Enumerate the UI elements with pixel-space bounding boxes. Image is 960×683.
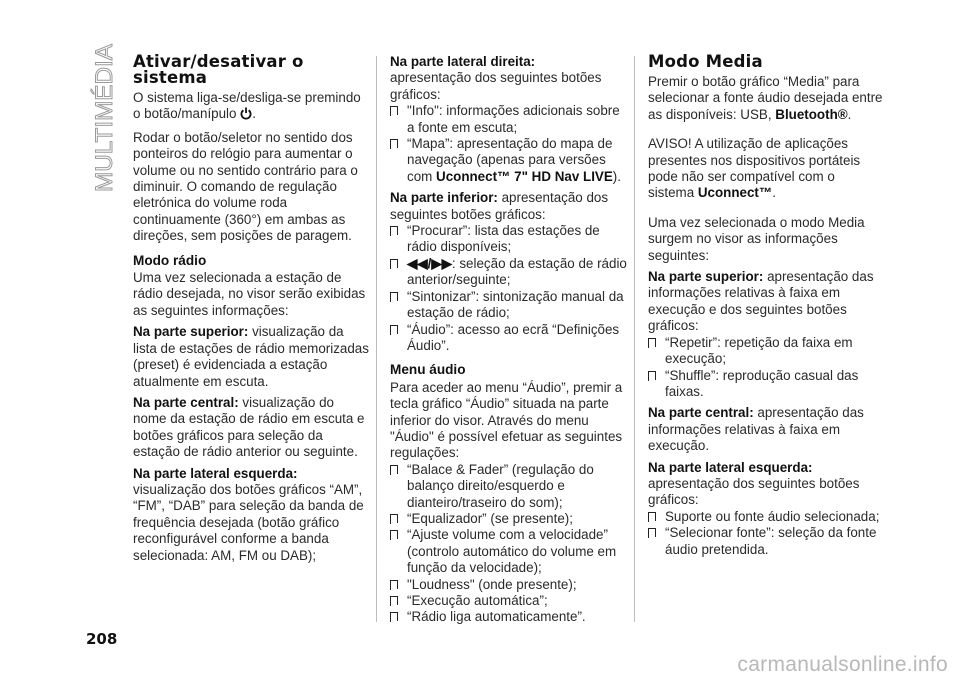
- inline-heading: Na parte lateral direita:: [390, 54, 536, 69]
- paragraph: [648, 405, 884, 454]
- bullet-icon: [390, 139, 401, 149]
- text: “Repetir”: repetição da faixa em execução;: [665, 334, 853, 367]
- bullet-icon: [648, 371, 659, 381]
- list-item: [648, 368, 884, 401]
- text: “Equalizador” (se presente);: [407, 510, 573, 526]
- bullet-icon: [390, 325, 401, 335]
- list-item: [390, 103, 628, 136]
- inline-heading: Na parte inferior:: [390, 190, 498, 206]
- bullet-icon: [648, 512, 659, 522]
- inline-heading: Na parte central:: [133, 394, 239, 410]
- text: “Execução automática”;: [407, 593, 548, 608]
- heading-modo-radio: Modo rádio: [133, 252, 207, 268]
- bullet-list: [648, 335, 884, 401]
- column-2: [390, 54, 628, 631]
- bullet-icon: [648, 338, 659, 348]
- bullet-list: [390, 103, 628, 185]
- text: “Mapa”: apresentação do mapa de navegação (apenas para versões com: [407, 136, 613, 184]
- section-label-text: MULTIMÉDIA: [91, 45, 118, 192]
- list-item: [390, 256, 628, 289]
- list-item: [648, 525, 884, 558]
- text: apresentação dos seguintes botões gráficos:: [390, 190, 609, 222]
- text: “Rádio liga automaticamente”.: [407, 609, 586, 625]
- bullet-icon: [390, 514, 401, 524]
- inline-heading: Na parte central:: [648, 405, 754, 421]
- paragraph: [133, 90, 371, 125]
- text: apresentação das informações relativas à faixa em execução e dos seguintes botões gráficos:: [648, 269, 874, 334]
- paragraph: [648, 460, 884, 476]
- text: “Áudio”: acesso ao ecrã “Definições Áudio”.: [407, 321, 620, 353]
- text: : seleção da estação de rádio anterior/seguinte;: [407, 255, 627, 288]
- watermark: carmanualsonline.info: [737, 653, 948, 676]
- text: “Balace & Fader” (regulação do balanço direito/esquerdo e dianteiro/traseiro do som);: [407, 461, 594, 510]
- paragraph: apresentação dos seguintes botões gráficos:: [390, 70, 602, 102]
- power-icon: [240, 107, 252, 124]
- inline-heading: Na parte lateral esquerda:: [133, 465, 298, 481]
- bullet-icon: [390, 596, 401, 606]
- bullet-icon: [390, 580, 401, 590]
- list-item: [648, 335, 884, 368]
- bullet-list: [390, 223, 628, 354]
- text: Premir o botão gráfico “Media” para selecionar a fonte áudio desejada entre as disponíveis: USB,: [648, 74, 883, 122]
- list-item: [390, 136, 628, 185]
- text: Uconnect™: [697, 185, 773, 201]
- text: AVISO! A utilização de aplicações presentes nos dispositivos portáteis pode não ser compatível com o sistema: [648, 136, 861, 201]
- list-item: [390, 527, 628, 576]
- heading-ativar: Ativar/desativar o sistema: [133, 52, 304, 87]
- text: visualização do nome da estação de rádio em escuta e botões gráficos para seleção da estação de rádio anterior ou seguinte.: [133, 394, 365, 460]
- text: .: [252, 106, 256, 122]
- bullet-icon: [390, 259, 401, 269]
- paragraph: Uma vez selecionada a estação de rádio desejada, no visor serão exibidas as seguintes informações:: [133, 270, 366, 318]
- paragraph: [648, 74, 884, 123]
- bullet-icon: [390, 530, 401, 540]
- bullet-list: [648, 509, 884, 558]
- column-1: [133, 54, 371, 569]
- paragraph: [390, 54, 628, 70]
- bullet-icon: [390, 292, 401, 302]
- text: “Ajuste volume com a velocidade” (controlo automático do volume em função da velocidade);: [407, 527, 617, 576]
- paragraph: [648, 269, 884, 335]
- text: “Selecionar fonte”: seleção da fonte áudio pretendida.: [665, 525, 877, 557]
- list-item: [648, 509, 884, 525]
- text: .: [772, 185, 776, 201]
- text: “Sintonizar”: sintonização manual da estação de rádio;: [407, 288, 624, 321]
- heading-modo-media: Modo Media: [648, 52, 763, 71]
- list-item: [390, 609, 628, 625]
- paragraph: apresentação dos seguintes botões gráficos:: [648, 475, 860, 508]
- bullet-icon: [390, 612, 401, 622]
- paragraph: Rodar o botão/seletor no sentido dos ponteiros do relógio para aumentar o volume ou no sentido contrário para o diminuir. O comando de regulação eletrónica do volume roda continuamente (360°) em ambas as direções, sem posições de paragem.: [133, 129, 358, 244]
- column-divider: [376, 56, 377, 622]
- column-3: [648, 54, 884, 563]
- text: Suporte ou fonte áudio selecionada;: [665, 508, 880, 524]
- text: O sistema liga-se/desliga-se premindo o botão/manípulo: [133, 90, 361, 122]
- seek-arrows-icon: ◀◀/▶▶: [407, 255, 452, 271]
- list-item: [390, 462, 628, 511]
- text: apresentação das informações relativas à faixa em execução.: [648, 405, 864, 454]
- bullet-icon: [390, 226, 401, 236]
- paragraph: [133, 324, 371, 390]
- list-item: [390, 593, 628, 609]
- paragraph: Uma vez selecionada o modo Media surgem no visor as informações seguintes:: [648, 214, 865, 263]
- list-item: [390, 322, 628, 355]
- text: “Shuffle”: reprodução casual das faixas.: [665, 367, 859, 399]
- paragraph: [133, 395, 371, 461]
- paragraph: [648, 136, 884, 202]
- list-item: [390, 511, 628, 527]
- text: ).: [612, 168, 621, 184]
- paragraph: [133, 466, 371, 482]
- text: "Loudness" (onde presente);: [407, 576, 577, 592]
- bullet-icon: [648, 528, 659, 538]
- inline-heading: Na parte lateral esquerda:: [648, 459, 813, 475]
- list-item: [390, 223, 628, 256]
- list-item: [390, 577, 628, 593]
- paragraph: visualização dos botões gráficos “AM”, “FM”, “DAB” para seleção da banda de frequência desejada (botão gráfico reconfigurável conforme a banda selecionada: AM, FM ou DAB);: [133, 481, 364, 563]
- text: Uconnect™ 7" HD Nav LIVE: [436, 168, 613, 184]
- text: Bluetooth®: [775, 106, 848, 122]
- inline-heading: Na parte superior:: [133, 324, 249, 340]
- text: "Info": informações adicionais sobre a fonte em escuta;: [407, 103, 620, 135]
- text: “Procurar”: lista das estações de rádio disponíveis;: [407, 223, 600, 255]
- paragraph: Para aceder ao menu “Áudio”, premir a tecla gráfico “Áudio” situada na parte inferior do visor. Através do menu "Áudio" é possível efetuar as seguintes regulações:: [390, 379, 623, 461]
- bullet-icon: [390, 465, 401, 475]
- page-number: 208: [86, 630, 118, 648]
- column-divider: [634, 56, 635, 622]
- list-item: [390, 289, 628, 322]
- text: visualização da lista de estações de rádio memorizadas (preset) é evidenciada a estação atualmente em escuta.: [133, 324, 369, 389]
- section-label: [86, 42, 122, 192]
- inline-heading: Na parte superior:: [648, 269, 764, 285]
- text: .: [847, 106, 852, 122]
- paragraph: [390, 190, 628, 223]
- bullet-icon: [390, 106, 401, 116]
- heading-menu-audio: Menu áudio: [390, 362, 466, 378]
- bullet-list: [390, 462, 628, 626]
